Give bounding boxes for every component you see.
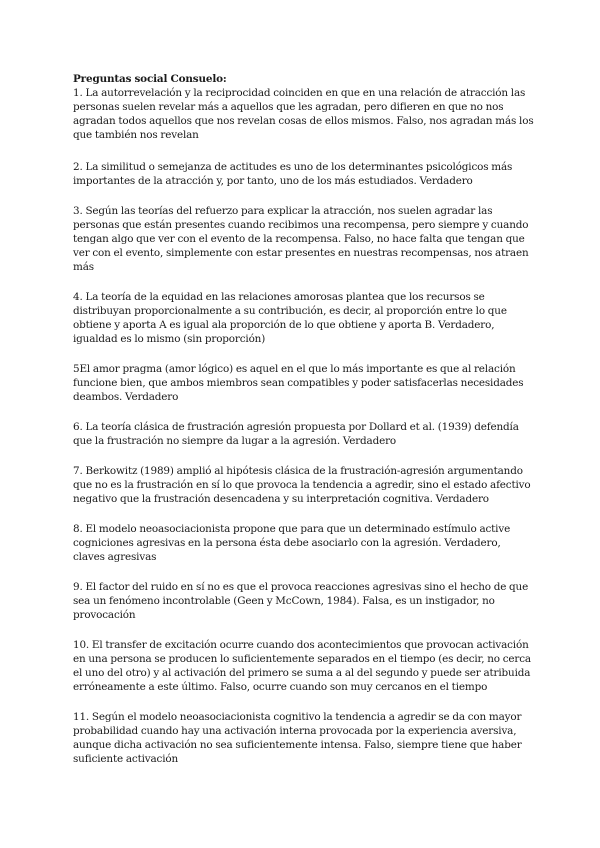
question-11: 11. Según el modelo neoasociacionista cognitivo la tendencia a agredir se da con mayor probabilidad cuando hay una activación interna provocada por la experiencia aversiva, aunque dicha activación no sea suficientemente intensa. Falso, siempre tiene que haber suficiente activación bbox=[73, 711, 522, 765]
question-7: 7. Berkowitz (1989) amplió al hipótesis clásica de la frustración-agresión argumentando que no es la frustración en sí lo que provoca la tendencia a agredir, sino el estado afectivo negativo que la frustración desencadena y su interpretación cognitiva. Verdadero bbox=[73, 465, 531, 505]
question-3: 3. Según las teorías del refuerzo para explicar la atracción, nos suelen agradar las personas que están presentes cuando recibimos una recompensa, pero siempre y cuando tengan algo que ver con el evento de la recompensa. Falso, no hace falta que tengan que ver con el evento, simplemente con estar presentes en nuestras recompensas, nos atraen más bbox=[73, 205, 529, 273]
question-2: 2. La similitud o semejanza de actitudes es uno de los determinantes psicológicos más importantes de la atracción y, por tanto, uno de los más estudiados. Verdadero bbox=[73, 161, 513, 187]
question-4: 4. La teoría de la equidad en las relaciones amorosas plantea que los recursos se distribuyan proporcionalmente a su contribución, es decir, al proporción entre lo que obtiene y aporta A es igual ala proporción de lo que obtiene y aporta B. Verdadero, igualdad es lo mismo (sin proporción) bbox=[73, 291, 507, 345]
question-6: 6. La teoría clásica de frustración agresión propuesta por Dollard et al. (1939) defendía que la frustración no siempre da lugar a la agresión. Verdadero bbox=[73, 421, 519, 447]
question-9: 9. El factor del ruido en sí no es que el provoca reacciones agresivas sino el hecho de que sea un fenómeno incontrolable (Geen y McCown, 1984). Falsa, es un instigador, no provocación bbox=[73, 581, 529, 621]
question-10: 10. El transfer de excitación ocurre cuando dos acontecimientos que provocan activación en una persona se producen lo suficientemente separados en el tiempo (es decir, no cerca el uno del otro) y al activación del primero se suma a al del segundo y puede ser atribuida erróneamente a este último. Falso, ocurre cuando son muy cercanos en el tiempo bbox=[73, 639, 531, 693]
question-block-1 bbox=[73, 72, 535, 142]
document-title: Preguntas social Consuelo: bbox=[73, 73, 227, 85]
question-text: 1. La autorrevelación y la reciprocidad coinciden en que en una relación de atracción las personas suelen revelar más a aquellos que les agradan, pero difieren en que no nos agradan todos aquellos que nos revelan cosas de ellos mismos. Falso, nos agradan más los que también nos revelan bbox=[73, 87, 534, 141]
question-5: 5El amor pragma (amor lógico) es aquel en el que lo más importante es que al relación funcione bien, que ambos miembros sean compatibles y poder satisfacerlas necesidades deambos. Verdadero bbox=[73, 363, 524, 403]
document-body bbox=[73, 72, 535, 782]
question-8: 8. El modelo neoasociacionista propone que para que un determinado estímulo active cogniciones agresivas en la persona ésta debe asociarlo con la agresión. Verdadero, claves agresivas bbox=[73, 523, 511, 563]
